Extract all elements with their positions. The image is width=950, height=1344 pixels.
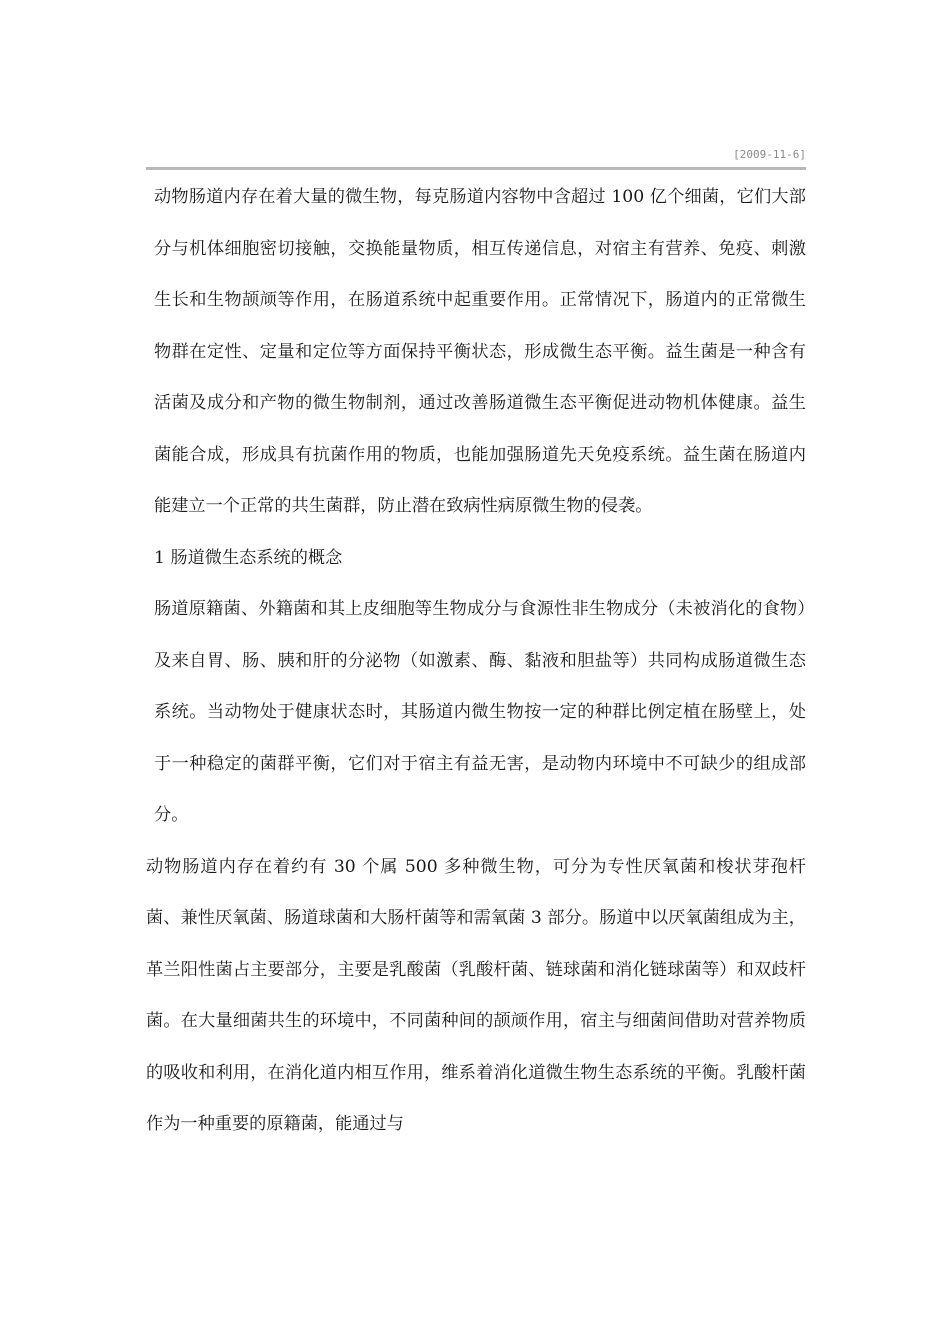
paragraph-intro: 动物肠道内存在着大量的微生物，每克肠道内容物中含超过 100 亿个细菌，它们大部分与机体细胞密切接触，交换能量物质，相互传递信息，对宿主有营养、免疫、刺激生长和生物颉颃等作用，在肠道系统中起重要作用。正常情况下，肠道内的正常微生物群在定性、定量和定位等方面保持平衡状态，形成微生态平衡。益生菌是一种含有活菌及成分和产物的微生物制剂，通过改善肠道微生态平衡促进动物机体健康。益生菌能合成，形成具有抗菌作用的物质，也能加强肠道先天免疫系统。益生菌在肠道内能建立一个正常的共生菌群，防止潜在致病性病原微生物的侵袭。 [154,187,806,516]
date-stamp: [2009-11-6] [733,148,806,161]
article-body [146,172,806,1151]
paragraph-composition: 动物肠道内存在着约有 30 个属 500 多种微生物，可分为专性厌氧菌和梭状芽孢杆菌、兼性厌氧菌、肠道球菌和大肠杆菌等和需氧菌 3 部分。肠道中以厌氧菌组成为主，革兰阳性菌占主要部分，主要是乳酸菌（乳酸杆菌、链球菌和消化链球菌等）和双歧杆菌。在大量细菌共生的环境中，不同菌种间的颉颃作用，宿主与细菌间借助对营养物质的吸收和利用，在消化道内相互作用，维系着消化道微生物生态系统的平衡。乳酸杆菌作为一种重要的原籍菌，能通过与 [146,856,806,1134]
section-heading: 1 肠道微生态系统的概念 [154,547,343,568]
paragraph-concept: 肠道原籍菌、外籍菌和其上皮细胞等生物成分与食源性非生物成分（未被消化的食物）及来自胃、肠、胰和肝的分泌物（如激素、酶、黏液和胆盐等）共同构成肠道微生态系统。当动物处于健康状态时，其肠道内微生物按一定的种群比例定植在肠壁上，处于一种稳定的菌群平衡，它们对于宿主有益无害，是动物内环境中不可缺少的组成部分。 [154,599,806,825]
header-divider [146,167,806,170]
